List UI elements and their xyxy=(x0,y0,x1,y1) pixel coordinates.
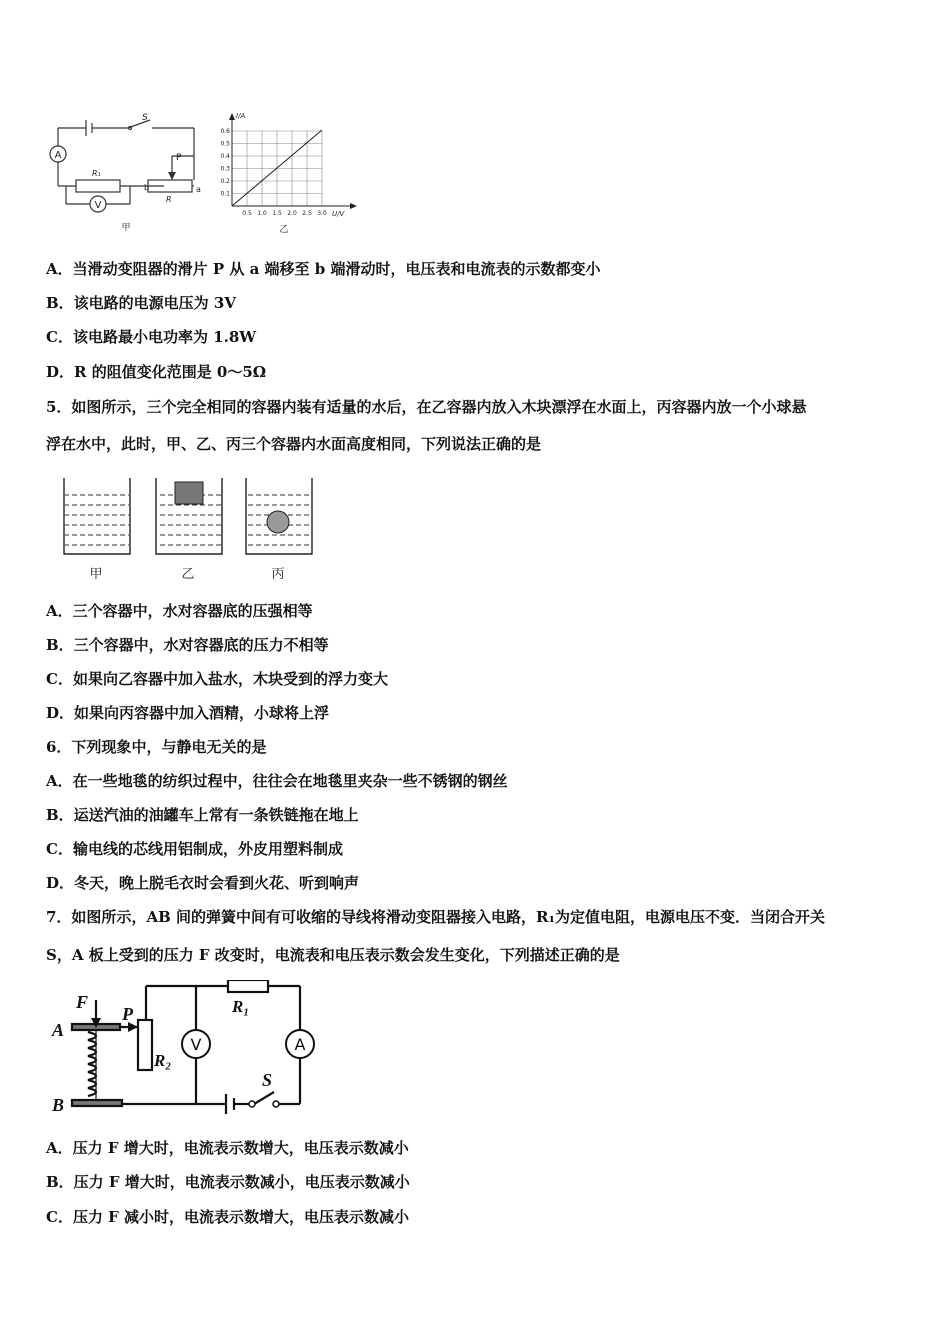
q7-stem-line1: 7．如图所示，AB 间的弹簧中间有可收缩的导线将滑动变阻器接入电路，R₁为定值电阻，电源电压不变．当闭合开关 xyxy=(46,908,826,926)
a-label: a xyxy=(196,185,201,194)
q6-option-a: A．在一些地毯的纺织过程中，往往会在地毯里夹杂一些不锈钢的钢丝 xyxy=(46,772,508,790)
y-tick-label: 0.1 xyxy=(220,190,230,198)
x-tick-label: 1.0 xyxy=(257,210,267,217)
slider-label: P xyxy=(176,153,182,163)
q7-option-a: A．压力 F 增大时，电流表示数增大，电压表示数减小 xyxy=(46,1139,409,1157)
caption-bing: 丙 xyxy=(271,567,285,582)
q4-option-a: A．当滑动变阻器的滑片 P 从 a 端移至 b 端滑动时，电压表和电流表的示数都变小 xyxy=(46,260,601,278)
caption-jia: 甲 xyxy=(89,567,103,582)
q5-stem-line1: 5．如图所示，三个完全相同的容器内装有适量的水后，在乙容器内放入木块漂浮在水面上，丙容器内放一个小球悬 xyxy=(46,398,807,416)
figure-caption-jia: 甲 xyxy=(121,223,131,233)
force-label: F xyxy=(76,992,89,1012)
x-tick-label: 0.5 xyxy=(242,210,252,217)
voltmeter-label: V xyxy=(94,200,102,211)
q4-option-d: D．R 的阻值变化范围是 0～5Ω xyxy=(46,363,267,381)
switch-label: S xyxy=(142,113,148,123)
r2-label: R₂ xyxy=(154,1051,172,1070)
q4-option-c: C．该电路最小电功率为 1.8W xyxy=(46,328,257,346)
q4-option-b: B．该电路的电源电压为 3V xyxy=(46,294,236,312)
y-axis-label: I/A xyxy=(236,112,246,120)
caption-yi: 乙 xyxy=(181,567,195,582)
q5-stem-line2: 浮在水中，此时，甲、乙、丙三个容器内水面高度相同，下列说法正确的是 xyxy=(46,435,542,453)
y-tick-label: 0.4 xyxy=(220,153,230,160)
q7-circuit-figure xyxy=(46,980,326,1120)
slider-label: P xyxy=(122,1004,133,1024)
x-tick-label: 1.5 xyxy=(272,210,282,217)
container-yi xyxy=(156,478,222,554)
container-bing xyxy=(246,478,312,554)
switch-label: S xyxy=(262,1070,273,1090)
y-tick-label: 0.3 xyxy=(220,165,230,173)
y-tick-label: 0.2 xyxy=(220,178,230,185)
plate-b-label: B xyxy=(52,1095,65,1115)
b-label: b xyxy=(144,183,150,192)
plate-a-label: A xyxy=(52,1020,65,1040)
q7-option-b: B．压力 F 增大时，电流表示数减小，电压表示数减小 xyxy=(46,1173,410,1191)
container-jia xyxy=(64,478,130,554)
q4-circuit-figure xyxy=(46,108,206,238)
x-axis-label: U/V xyxy=(332,210,345,218)
q4-iu-graph xyxy=(214,110,364,236)
q5-option-c: C．如果向乙容器中加入盐水，木块受到的浮力变大 xyxy=(46,670,388,688)
y-tick-label: 0.5 xyxy=(220,140,230,148)
ammeter-label: A xyxy=(294,1035,306,1054)
q6-option-b: B．运送汽油的油罐车上常有一条铁链拖在地上 xyxy=(46,806,359,824)
x-tick-label: 3.0 xyxy=(317,210,327,217)
x-tick-label: 2.5 xyxy=(302,210,312,217)
r1-label: R₁ xyxy=(92,169,101,178)
voltmeter-label: V xyxy=(190,1035,202,1054)
q6-option-d: D．冬天，晚上脱毛衣时会看到火花、听到响声 xyxy=(46,874,360,892)
ammeter-label: A xyxy=(54,150,62,161)
r1-label: R₁ xyxy=(232,997,250,1016)
q5-containers-figure xyxy=(56,470,326,585)
ball xyxy=(267,511,289,533)
q5-option-a: A．三个容器中，水对容器底的压强相等 xyxy=(46,602,313,620)
q7-option-c: C．压力 F 减小时，电流表示数增大，电压表示数减小 xyxy=(46,1208,410,1226)
q5-option-d: D．如果向丙容器中加入酒精，小球将上浮 xyxy=(46,704,330,722)
q6-stem: 6．下列现象中，与静电无关的是 xyxy=(46,738,267,756)
q7-stem-line2: S，A 板上受到的压力 F 改变时，电流表和电压表示数会发生变化，下列描述正确的是 xyxy=(46,946,620,964)
r-label: R xyxy=(166,195,172,204)
y-tick-label: 0.6 xyxy=(220,128,230,135)
figure-caption-yi: 乙 xyxy=(279,225,289,235)
q6-option-c: C．输电线的芯线用铝制成，外皮用塑料制成 xyxy=(46,840,343,858)
q5-option-b: B．三个容器中，水对容器底的压力不相等 xyxy=(46,636,329,654)
wood-block xyxy=(175,482,203,504)
x-tick-label: 2.0 xyxy=(287,210,297,217)
